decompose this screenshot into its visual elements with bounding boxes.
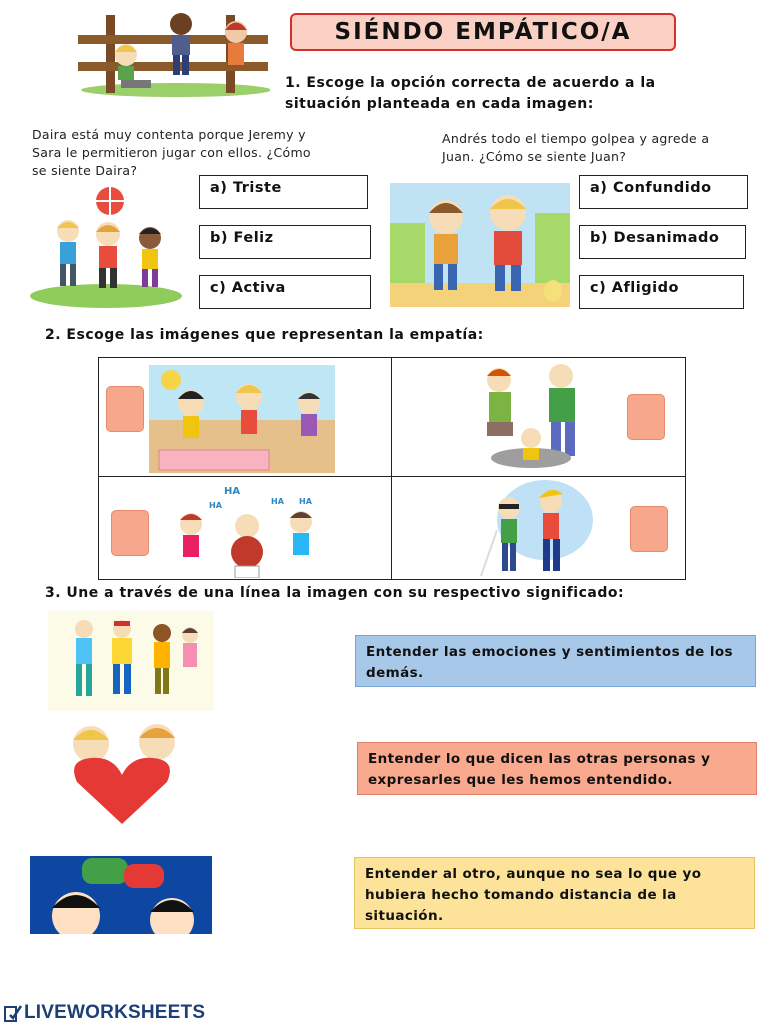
ha-text: HA — [209, 501, 222, 510]
family-argument-image — [469, 362, 609, 472]
kids-playing-image — [28, 186, 183, 310]
ha-text: HA — [224, 486, 241, 497]
grid-divider — [99, 476, 685, 477]
option-label: b) Desanimado — [590, 230, 720, 246]
meaning-box-2[interactable] — [357, 742, 757, 795]
meaning-text: Entender lo que dicen las otras personas y — [368, 751, 711, 767]
meaning-text: Entender al otro, aunque no sea lo que yo — [365, 866, 702, 882]
hopscotch-image — [149, 365, 335, 473]
q2-prompt: 2. Escoge las imágenes que representan la empatía: — [45, 327, 484, 343]
checkbox-image-2[interactable] — [627, 394, 665, 440]
grid-divider — [391, 358, 392, 579]
scenario-line: Juan. ¿Cómo se siente Juan? — [442, 149, 627, 164]
q1-right-option-c[interactable] — [579, 275, 744, 309]
conversation-image — [30, 856, 212, 934]
scenario-line: Sara le permitieron jugar con ellos. ¿Cómo — [32, 145, 311, 160]
q1-left-scenario — [32, 126, 352, 180]
q1-left-option-b[interactable] — [199, 225, 371, 259]
q1-right-scenario — [442, 130, 762, 166]
q1-right-option-b[interactable] — [579, 225, 746, 259]
header-illustration — [76, 10, 270, 98]
meaning-box-3[interactable] — [354, 857, 755, 929]
q3-prompt: 3. Une a través de una línea la imagen con su respectivo significado: — [45, 585, 625, 601]
q1-prompt — [285, 73, 745, 115]
liveworksheets-logo-icon — [4, 1004, 22, 1022]
q1-left-option-c[interactable] — [199, 275, 371, 309]
bullying-image — [390, 183, 570, 307]
ha-text: HA — [299, 497, 312, 506]
ha-text: HA — [271, 497, 284, 506]
option-label: c) Activa — [210, 280, 286, 296]
liveworksheets-logo — [4, 1002, 205, 1024]
logo-text: LIVEWORKSHEETS — [24, 1002, 206, 1023]
scenario-line: Daira está muy contenta porque Jeremy y — [32, 127, 306, 142]
scenario-line: se siente Daira? — [32, 163, 138, 178]
meaning-text: situación. — [365, 908, 444, 924]
q1-right-option-a[interactable] — [579, 175, 748, 209]
meaning-text: hubiera hecho tomando distancia de la — [365, 887, 677, 903]
checkbox-image-3[interactable] — [111, 510, 149, 556]
q1-prompt-line2: situación planteada en cada imagen: — [285, 96, 594, 112]
group-of-people-image — [48, 611, 214, 711]
scenario-line: Andrés todo el tiempo golpea y agrede a — [442, 131, 710, 146]
kids-with-heart-image — [57, 720, 187, 826]
q1-left-option-a[interactable] — [199, 175, 368, 209]
option-label: a) Triste — [210, 180, 282, 196]
empathy-image-grid — [98, 357, 686, 580]
teasing-image — [169, 482, 329, 578]
meaning-text: Entender las emociones y sentimientos de los — [366, 644, 733, 660]
helping-blind-friend-image — [475, 480, 597, 578]
meaning-text: demás. — [366, 665, 424, 681]
checkbox-image-4[interactable] — [630, 506, 668, 552]
option-label: a) Confundido — [590, 180, 712, 196]
option-label: b) Feliz — [210, 230, 274, 246]
q1-prompt-line1: 1. Escoge la opción correcta de acuerdo a la — [285, 75, 656, 91]
meaning-text: expresarles que les hemos entendido. — [368, 772, 673, 788]
option-label: c) Afligido — [590, 280, 679, 296]
checkbox-image-1[interactable] — [106, 386, 144, 432]
meaning-box-1[interactable] — [355, 635, 756, 687]
page-title: SIÉNDO EMPÁTICO/A — [290, 13, 676, 51]
